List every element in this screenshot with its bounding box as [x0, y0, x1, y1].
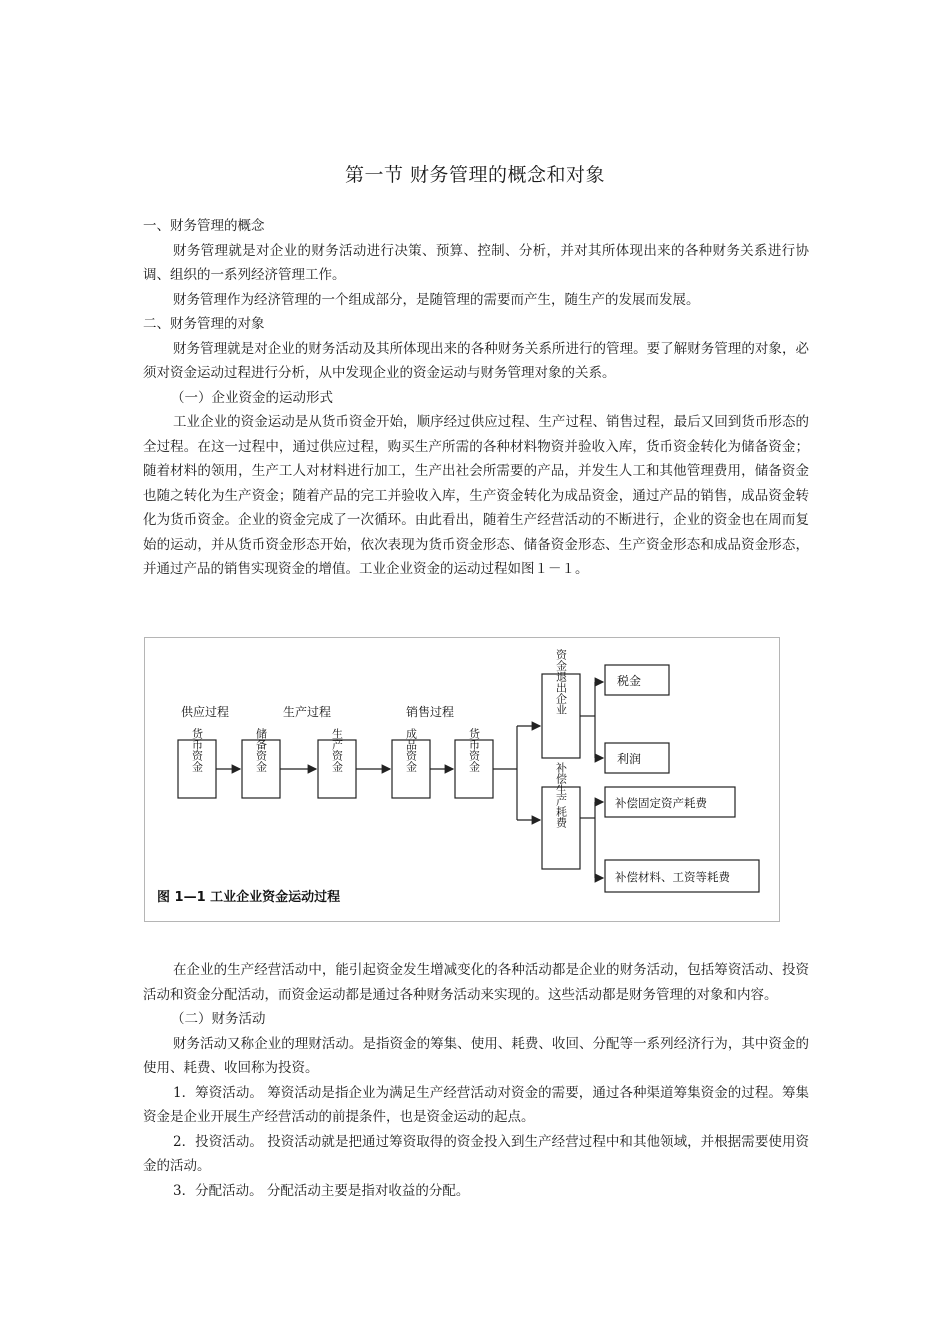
subheading-capital-motion: （一）企业资金的运动形式	[171, 389, 333, 406]
flow-box-reserve	[242, 727, 280, 798]
branch-box-compensate	[542, 761, 580, 869]
paragraph: 财务管理就是对企业的财务活动及其所体现出来的各种财务关系所进行的管理。要了解财务管理的对象，必须对资金运动过程进行分析，从中发现企业的资金运动与财务管理对象的关系。	[143, 340, 809, 381]
svg-text:资金退出企业: 资金退出企业	[554, 649, 568, 715]
paragraph: 在企业的生产经营活动中，能引起资金发生增减变化的各种活动都是企业的财务活动，包括筹资活动、投资活动和资金分配活动，而资金运动都是通过各种财务活动来实现的。这些活动都是财务管理的对象和内容。	[143, 962, 809, 1003]
svg-text:储备资金: 储备资金	[254, 728, 268, 772]
body-top	[143, 214, 809, 582]
stage-label-production: 生产过程	[283, 705, 332, 719]
svg-text:利润: 利润	[617, 752, 642, 766]
figure-caption: 图 1—1 工业企业资金运动过程	[157, 890, 341, 905]
paragraph: 财务管理就是对企业的财务活动进行决策、预算、控制、分析，并对其所体现出来的各种财务关系进行协调、组织的一系列经济管理工作。	[143, 242, 809, 283]
svg-text:补偿生产耗费: 补偿生产耗费	[554, 762, 568, 828]
branch-box-exit	[542, 648, 580, 758]
paragraph: 财务管理作为经济管理的一个组成部分，是随管理的需要而产生，随生产的发展而发展。	[173, 291, 700, 308]
outcome-box-materials-wages	[605, 860, 759, 892]
outcome-box-profit	[605, 743, 669, 773]
list-item-financing: 1．筹资活动。 筹资活动是指企业为满足生产经营活动对资金的需要，通过各种渠道筹集资金的过程。筹集资金是企业开展生产经营活动的前提条件，也是资金运动的起点。	[143, 1084, 809, 1125]
heading-concept: 一、财务管理的概念	[143, 218, 265, 234]
page-title: 第一节 财务管理的概念和对象	[344, 164, 606, 186]
svg-text:生产资金: 生产资金	[330, 728, 344, 772]
outcome-box-tax	[605, 665, 669, 695]
flow-diagram	[145, 638, 779, 921]
heading-object: 二、财务管理的对象	[143, 316, 265, 332]
list-item-investing: 2．投资活动。 投资活动就是把通过筹资取得的资金投入到生产经营过程中和其他领域，并根据需要使用资金的活动。	[143, 1133, 809, 1174]
flow-box-production	[318, 727, 356, 798]
svg-text:补偿固定资产耗费: 补偿固定资产耗费	[615, 796, 707, 810]
paragraph: 财务活动又称企业的理财活动。是指资金的筹集、使用、耗费、收回、分配等一系列经济行为，其中资金的使用、耗费、收回称为投资。	[143, 1035, 809, 1076]
svg-text:货币资金: 货币资金	[190, 728, 204, 772]
stage-label-sales: 销售过程	[406, 705, 455, 719]
figure-capital-flow	[144, 637, 780, 922]
subheading-financial-activity: （二）财务活动	[171, 1011, 266, 1027]
flow-box-cash-1	[178, 727, 216, 798]
flow-box-finished	[392, 727, 430, 798]
svg-text:税金: 税金	[617, 674, 642, 688]
paragraph: 工业企业的资金运动是从货币资金开始，顺序经过供应过程、生产过程、销售过程，最后又回到货币形态的全过程。在这一过程中，通过供应过程，购买生产所需的各种材料物资并验收入库，货币资金转化为储备资金；随着材料的领用，生产工人对材料进行加工，生产出社会所需要的产品，并发生人工和其他管理费用，储备资金也随之转化为生产资金；随着产品的完工并验收入库，生产资金转化为成品资金，通过产品的销售，成品资金转化为货币资金。企业的资金完成了一次循环。由此看出，随着生产经营活动的不断进行，企业的资金也在周而复始的运动，并从货币资金形态开始，依次表现为货币资金形态、储备资金形态、生产资金形态和成品资金形态，并通过产品的销售实现资金的增值。工业企业资金的运动过程如图１－１。	[143, 414, 809, 577]
svg-text:成品资金: 成品资金	[404, 728, 418, 772]
svg-text:货币资金: 货币资金	[467, 728, 481, 772]
stage-label-supply: 供应过程	[181, 705, 230, 719]
list-item-distribution: 3．分配活动。 分配活动主要是指对收益的分配。	[173, 1182, 470, 1199]
body-bottom	[143, 958, 809, 1203]
svg-text:补偿材料、工资等耗费: 补偿材料、工资等耗费	[615, 870, 730, 884]
flow-box-cash-2	[455, 727, 493, 798]
outcome-box-fixed-assets	[605, 787, 735, 817]
